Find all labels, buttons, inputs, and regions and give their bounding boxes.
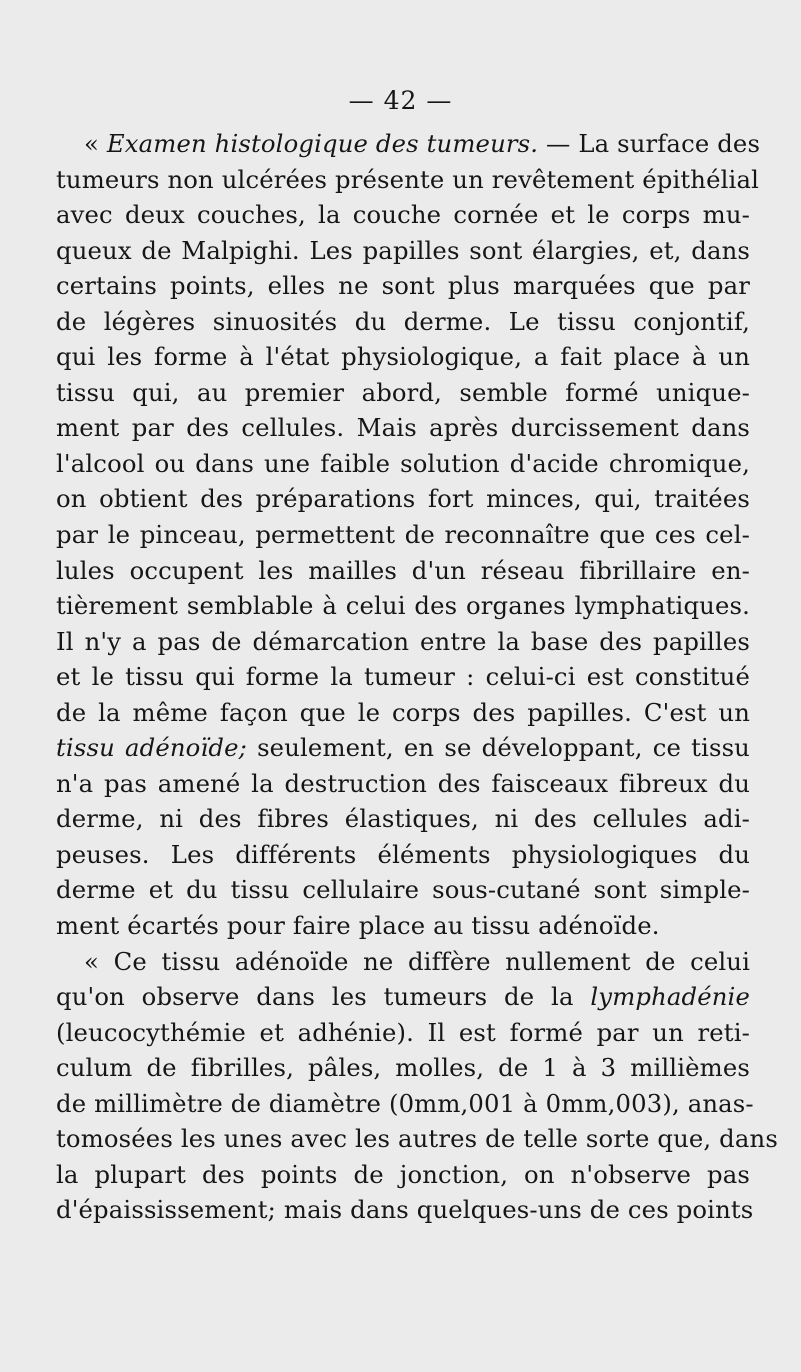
text-run: n'a pas amené la destruction des faisceaux fibreux du xyxy=(56,768,750,798)
text-run: tumeurs non ulcérées présente un revêtement épithélial xyxy=(56,164,760,194)
text-run: de légères sinuosités du derme. Le tissu conjontif, xyxy=(56,306,750,336)
text-run: « Ce tissu adénoïde ne diffère nullement de celui xyxy=(84,946,750,976)
text-run: par le pinceau, permettent de reconnaître que ces cel- xyxy=(56,520,750,550)
text-run: Il n'y a pas de démarcation entre la base des papilles xyxy=(56,626,750,656)
text-line xyxy=(56,908,750,944)
text-line xyxy=(56,624,750,660)
page-number: — 42 — xyxy=(348,86,453,115)
text-run: de la même façon que le corps des papilles. C'est un xyxy=(56,697,750,727)
text-run: (leucocythémie et adhénie). Il est formé par un reti- xyxy=(56,1017,750,1047)
text-line xyxy=(56,1086,754,1122)
text-line xyxy=(56,872,750,908)
text-run: peuses. Les différents éléments physiologiques du xyxy=(56,839,750,869)
text-run: — La surface des xyxy=(538,129,761,158)
text-line xyxy=(56,233,750,269)
text-line xyxy=(56,446,750,482)
text-line xyxy=(56,162,760,198)
text-run: culum de fibrilles, pâles, molles, de 1 à 3 millièmes xyxy=(56,1053,750,1083)
text-line xyxy=(56,801,750,837)
text-line xyxy=(56,197,750,233)
text-line xyxy=(56,1121,778,1157)
italic-text: tissu adénoïde; xyxy=(56,733,247,763)
text-run: queux de Malpighi. Les papilles sont élargies, et, dans xyxy=(56,235,750,265)
text-line xyxy=(56,766,750,802)
text-run: ment écartés pour faire place au tissu adénoïde. xyxy=(56,911,660,941)
text-run: tièrement semblable à celui des organes lymphatiques. xyxy=(56,591,750,621)
text-line xyxy=(56,659,750,695)
text-run: tissu qui, au premier abord, semble formé unique- xyxy=(56,377,750,407)
text-run: et le tissu qui forme la tumeur : celui-ci est constitué xyxy=(56,662,750,692)
text-line xyxy=(56,979,750,1015)
text-run: avec deux couches, la couche cornée et le corps mu- xyxy=(56,200,750,230)
text-line xyxy=(56,1050,750,1086)
text-line xyxy=(56,410,750,446)
body-text xyxy=(56,126,778,1228)
text-run: on obtient des préparations fort minces, qui, traitées xyxy=(56,484,750,514)
text-line xyxy=(56,553,750,589)
text-line xyxy=(56,944,750,980)
text-run: qu'on observe dans les tumeurs de la xyxy=(56,982,591,1012)
text-line xyxy=(56,517,750,553)
text-run: la plupart des points de jonction, on n'observe pas xyxy=(56,1159,750,1189)
text-line xyxy=(56,1015,750,1051)
text-line xyxy=(56,1157,750,1193)
text-run: seulement, en se développant, ce tissu xyxy=(246,733,750,763)
text-line xyxy=(56,304,750,340)
text-run: ment par des cellules. Mais après durcissement dans xyxy=(56,413,750,443)
text-line xyxy=(56,837,750,873)
text-run: lules occupent les mailles d'un réseau fibrillaire en- xyxy=(56,555,750,585)
text-line xyxy=(56,588,750,624)
text-line xyxy=(56,339,750,375)
text-run: certains points, elles ne sont plus marquées que par xyxy=(56,271,750,301)
text-line xyxy=(56,695,750,731)
italic-text: lymphadénie xyxy=(590,982,750,1012)
text-line xyxy=(56,268,750,304)
text-run: de millimètre de diamètre (0mm,001 à 0mm,003), anas- xyxy=(56,1088,754,1118)
text-run: derme et du tissu cellulaire sous-cutané sont simple- xyxy=(56,875,750,905)
text-run: qui les forme à l'état physiologique, a fait place à un xyxy=(56,342,750,372)
text-run: derme, ni des fibres élastiques, ni des cellules adi- xyxy=(56,804,750,834)
text-run: « xyxy=(84,129,107,158)
text-run: tomosées les unes avec les autres de telle sorte que, dans xyxy=(56,1124,778,1154)
text-line xyxy=(56,730,750,766)
text-run: d'épaississement; mais dans quelques-uns de ces points xyxy=(56,1195,754,1225)
text-run: l'alcool ou dans une faible solution d'acide chromique, xyxy=(56,448,750,478)
text-line xyxy=(56,481,750,517)
italic-text: Examen histologique des tumeurs. xyxy=(106,129,539,158)
text-line xyxy=(56,1192,754,1228)
text-line xyxy=(56,126,761,162)
text-line xyxy=(56,375,750,411)
